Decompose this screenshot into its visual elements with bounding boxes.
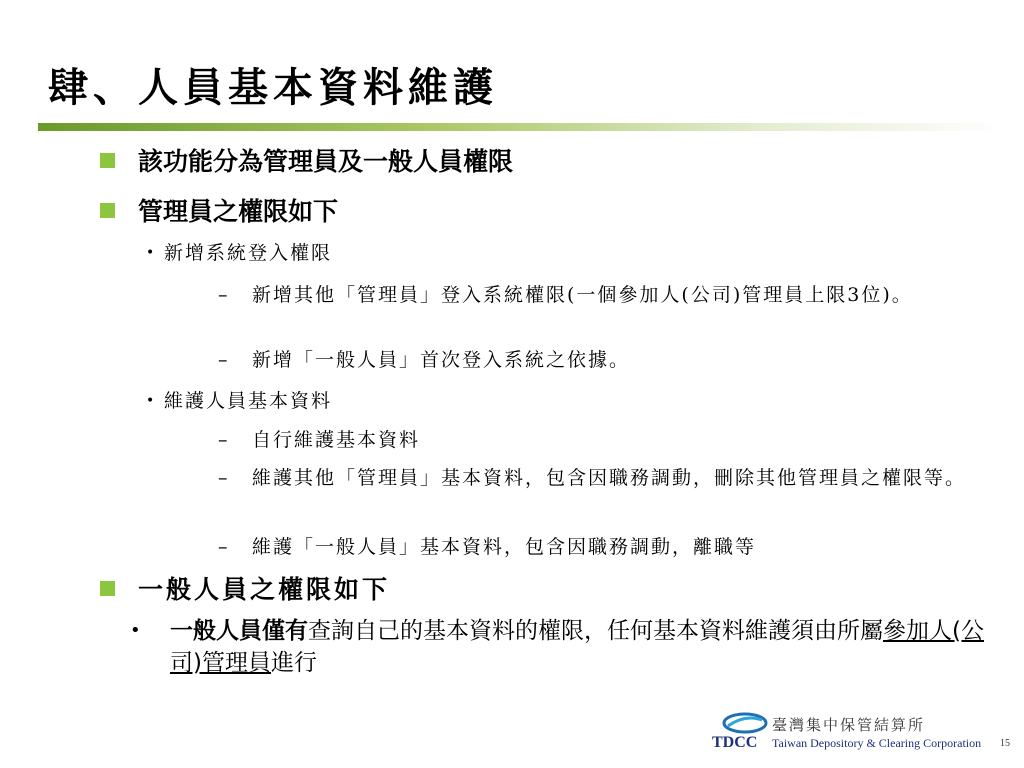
slide-title: 肆、人員基本資料維護 (48, 64, 498, 111)
company-logo (712, 712, 982, 754)
logo-chinese-name: 臺灣集中保管結算所 (772, 716, 926, 734)
item-maintain-other-admins (218, 463, 1008, 493)
dash-bullet-icon: – (218, 349, 230, 371)
item-maintain-general-staff (218, 532, 1008, 562)
dash-bullet-icon: – (218, 536, 230, 558)
logo-abbreviation: TDCC (712, 734, 758, 751)
title-divider (38, 123, 1003, 131)
dot-bullet-icon: • (130, 620, 141, 641)
sub-bullet-text: 維護人員基本資料 (164, 390, 333, 412)
bullet-text: 管理員之權限如下 (138, 197, 339, 226)
item-text: 維護其他「管理員」基本資料，包含因職務調動，刪除其他管理員之權限等。 (252, 467, 967, 489)
page-number: 15 (1000, 738, 1010, 749)
logo-english-name: Taiwan Depository & Clearing Corporation (772, 736, 982, 750)
green-square-bullet-icon (100, 203, 115, 218)
tdcc-logo-icon (722, 712, 768, 734)
normal-phrase: 查詢自己的基本資料的權限，任何基本資料維護須由所屬 (308, 618, 883, 644)
item-add-general-first-login (218, 345, 1008, 375)
sub-bullet-text: 新增系統登入權限 (164, 242, 333, 264)
dash-bullet-icon: – (218, 467, 230, 489)
bullet-permissions-split (100, 142, 513, 178)
bold-phrase: 一般人員僅有 (170, 618, 308, 644)
green-square-bullet-icon (100, 153, 115, 168)
item-add-admin-login (218, 280, 1008, 310)
bullet-text: 一般人員之權限如下 (138, 575, 391, 604)
bullet-admin-permissions (100, 192, 338, 228)
dash-bullet-icon: – (218, 429, 230, 451)
item-text: 新增其他「管理員」登入系統權限(一個參加人(公司)管理員上限3位)。 (252, 284, 913, 306)
item-text: 新增「一般人員」首次登入系統之依據。 (252, 349, 631, 371)
bullet-text: 該功能分為管理員及一般人員權限 (138, 147, 514, 176)
item-text: 維護「一般人員」基本資料，包含因職務調動，離職等 (252, 536, 757, 558)
underlined-phrase: 參加人(公司)管理員 (170, 618, 984, 676)
sub-bullet-login-permission (146, 238, 332, 265)
dot-bullet-icon: • (146, 245, 157, 261)
dash-bullet-icon: – (218, 284, 230, 306)
end-phrase: 進行 (270, 650, 317, 676)
description-text (170, 615, 1010, 679)
general-permission-description (130, 615, 1010, 679)
bullet-general-permissions (100, 570, 390, 606)
item-self-maintain (218, 425, 1008, 455)
item-text: 自行維護基本資料 (252, 429, 421, 451)
dot-bullet-icon: • (146, 393, 157, 409)
green-square-bullet-icon (100, 581, 115, 596)
sub-bullet-maintain-data (146, 386, 332, 413)
